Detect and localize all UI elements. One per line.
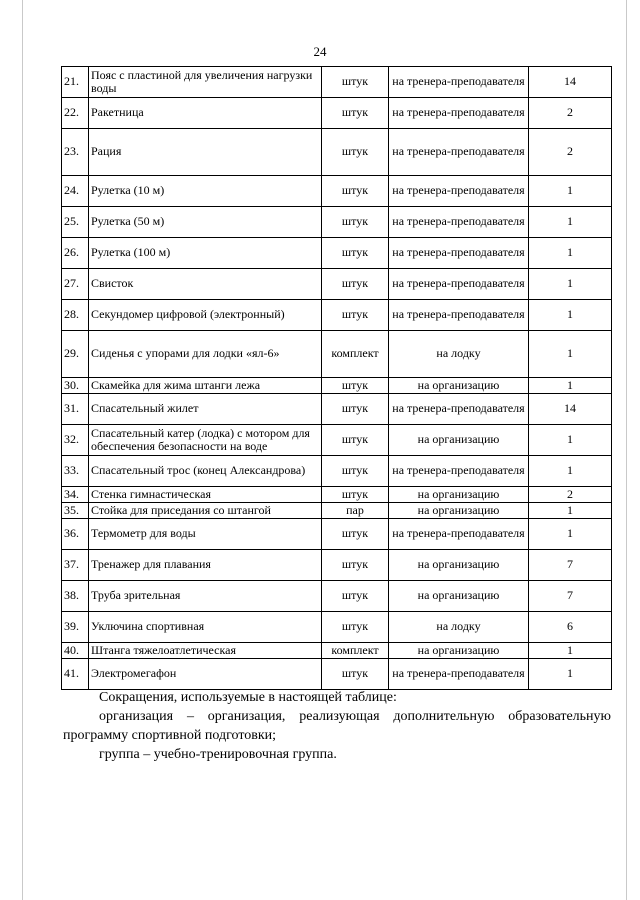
- row-number: 27.: [62, 269, 89, 300]
- item-name: Сиденья с упорами для лодки «ял-6»: [89, 331, 322, 378]
- calculation-basis: на тренера-преподавателя: [389, 300, 529, 331]
- calculation-basis: на тренера-преподавателя: [389, 176, 529, 207]
- quantity: 1: [529, 300, 612, 331]
- unit-of-measure: пар: [322, 503, 389, 519]
- item-name: Стенка гимнастическая: [89, 487, 322, 503]
- row-number: 41.: [62, 659, 89, 690]
- calculation-basis: на тренера-преподавателя: [389, 659, 529, 690]
- item-name: Тренажер для плавания: [89, 550, 322, 581]
- unit-of-measure: штук: [322, 378, 389, 394]
- unit-of-measure: комплект: [322, 331, 389, 378]
- equipment-table: [61, 66, 612, 690]
- table-row: [62, 456, 612, 487]
- quantity: 1: [529, 643, 612, 659]
- item-name: Рулетка (10 м): [89, 176, 322, 207]
- unit-of-measure: штук: [322, 129, 389, 176]
- table-row: [62, 643, 612, 659]
- row-number: 35.: [62, 503, 89, 519]
- calculation-basis: на тренера-преподавателя: [389, 456, 529, 487]
- calculation-basis: на организацию: [389, 643, 529, 659]
- quantity: 7: [529, 550, 612, 581]
- calculation-basis: на лодку: [389, 331, 529, 378]
- table-row: [62, 331, 612, 378]
- row-number: 25.: [62, 207, 89, 238]
- item-name: Скамейка для жима штанги лежа: [89, 378, 322, 394]
- row-number: 37.: [62, 550, 89, 581]
- quantity: 1: [529, 659, 612, 690]
- table-row: [62, 581, 612, 612]
- quantity: 1: [529, 456, 612, 487]
- quantity: 14: [529, 67, 612, 98]
- item-name: Спасательный жилет: [89, 394, 322, 425]
- row-number: 31.: [62, 394, 89, 425]
- row-number: 21.: [62, 67, 89, 98]
- equipment-table-body: [62, 67, 612, 690]
- table-row: [62, 425, 612, 456]
- row-number: 34.: [62, 487, 89, 503]
- quantity: 1: [529, 176, 612, 207]
- unit-of-measure: штук: [322, 67, 389, 98]
- table-row: [62, 269, 612, 300]
- item-name: Спасательный катер (лодка) с мотором для обеспечения безопасности на воде: [89, 425, 322, 456]
- table-row: [62, 238, 612, 269]
- item-name: Термометр для воды: [89, 519, 322, 550]
- item-name: Пояс с пластиной для увеличения нагрузки воды: [89, 67, 322, 98]
- quantity: 1: [529, 503, 612, 519]
- table-row: [62, 207, 612, 238]
- unit-of-measure: штук: [322, 300, 389, 331]
- calculation-basis: на тренера-преподавателя: [389, 98, 529, 129]
- calculation-basis: на тренера-преподавателя: [389, 67, 529, 98]
- quantity: 2: [529, 98, 612, 129]
- row-number: 22.: [62, 98, 89, 129]
- table-row: [62, 519, 612, 550]
- calculation-basis: на организацию: [389, 425, 529, 456]
- row-number: 38.: [62, 581, 89, 612]
- item-name: Секундомер цифровой (электронный): [89, 300, 322, 331]
- abbreviations-heading: Сокращения, используемые в настоящей таблице:: [99, 690, 397, 705]
- table-row: [62, 394, 612, 425]
- unit-of-measure: штук: [322, 550, 389, 581]
- table-row: [62, 550, 612, 581]
- table-row: [62, 612, 612, 643]
- scan-margin-right: [626, 0, 627, 900]
- quantity: 1: [529, 519, 612, 550]
- calculation-basis: на организацию: [389, 550, 529, 581]
- item-name: Стойка для приседания со штангой: [89, 503, 322, 519]
- quantity: 6: [529, 612, 612, 643]
- row-number: 23.: [62, 129, 89, 176]
- row-number: 30.: [62, 378, 89, 394]
- scan-margin-left: [22, 0, 23, 900]
- row-number: 26.: [62, 238, 89, 269]
- table-row: [62, 176, 612, 207]
- row-number: 36.: [62, 519, 89, 550]
- unit-of-measure: штук: [322, 394, 389, 425]
- unit-of-measure: штук: [322, 659, 389, 690]
- item-name: Штанга тяжелоатлетическая: [89, 643, 322, 659]
- unit-of-measure: штук: [322, 425, 389, 456]
- item-name: Труба зрительная: [89, 581, 322, 612]
- item-name: Электромегафон: [89, 659, 322, 690]
- unit-of-measure: штук: [322, 581, 389, 612]
- quantity: 14: [529, 394, 612, 425]
- quantity: 2: [529, 129, 612, 176]
- calculation-basis: на тренера-преподавателя: [389, 129, 529, 176]
- calculation-basis: на организацию: [389, 581, 529, 612]
- unit-of-measure: штук: [322, 207, 389, 238]
- row-number: 39.: [62, 612, 89, 643]
- unit-of-measure: штук: [322, 612, 389, 643]
- calculation-basis: на организацию: [389, 503, 529, 519]
- calculation-basis: на тренера-преподавателя: [389, 269, 529, 300]
- row-number: 40.: [62, 643, 89, 659]
- calculation-basis: на тренера-преподавателя: [389, 519, 529, 550]
- item-name: Рация: [89, 129, 322, 176]
- table-row: [62, 129, 612, 176]
- unit-of-measure: штук: [322, 456, 389, 487]
- table-row: [62, 487, 612, 503]
- table-row: [62, 503, 612, 519]
- calculation-basis: на организацию: [389, 378, 529, 394]
- row-number: 28.: [62, 300, 89, 331]
- table-row: [62, 659, 612, 690]
- item-name: Ракетница: [89, 98, 322, 129]
- item-name: Рулетка (100 м): [89, 238, 322, 269]
- quantity: 1: [529, 378, 612, 394]
- calculation-basis: на организацию: [389, 487, 529, 503]
- unit-of-measure: штук: [322, 269, 389, 300]
- quantity: 1: [529, 238, 612, 269]
- calculation-basis: на тренера-преподавателя: [389, 207, 529, 238]
- abbreviation-organization: организация – организация, реализующая дополнительную образовательную программу спортивной подготовки;: [63, 709, 611, 743]
- unit-of-measure: штук: [322, 519, 389, 550]
- quantity: 1: [529, 207, 612, 238]
- table-row: [62, 378, 612, 394]
- item-name: Рулетка (50 м): [89, 207, 322, 238]
- item-name: Спасательный трос (конец Александрова): [89, 456, 322, 487]
- abbreviation-group: группа – учебно-тренировочная группа.: [99, 747, 337, 762]
- unit-of-measure: штук: [322, 238, 389, 269]
- quantity: 1: [529, 425, 612, 456]
- page-number: 24: [313, 44, 327, 59]
- calculation-basis: на тренера-преподавателя: [389, 394, 529, 425]
- item-name: Свисток: [89, 269, 322, 300]
- row-number: 24.: [62, 176, 89, 207]
- row-number: 29.: [62, 331, 89, 378]
- unit-of-measure: комплект: [322, 643, 389, 659]
- calculation-basis: на лодку: [389, 612, 529, 643]
- table-row: [62, 300, 612, 331]
- unit-of-measure: штук: [322, 176, 389, 207]
- quantity: 1: [529, 331, 612, 378]
- unit-of-measure: штук: [322, 98, 389, 129]
- row-number: 32.: [62, 425, 89, 456]
- row-number: 33.: [62, 456, 89, 487]
- quantity: 7: [529, 581, 612, 612]
- unit-of-measure: штук: [322, 487, 389, 503]
- calculation-basis: на тренера-преподавателя: [389, 238, 529, 269]
- item-name: Уключина спортивная: [89, 612, 322, 643]
- quantity: 1: [529, 269, 612, 300]
- table-row: [62, 67, 612, 98]
- quantity: 2: [529, 487, 612, 503]
- table-row: [62, 98, 612, 129]
